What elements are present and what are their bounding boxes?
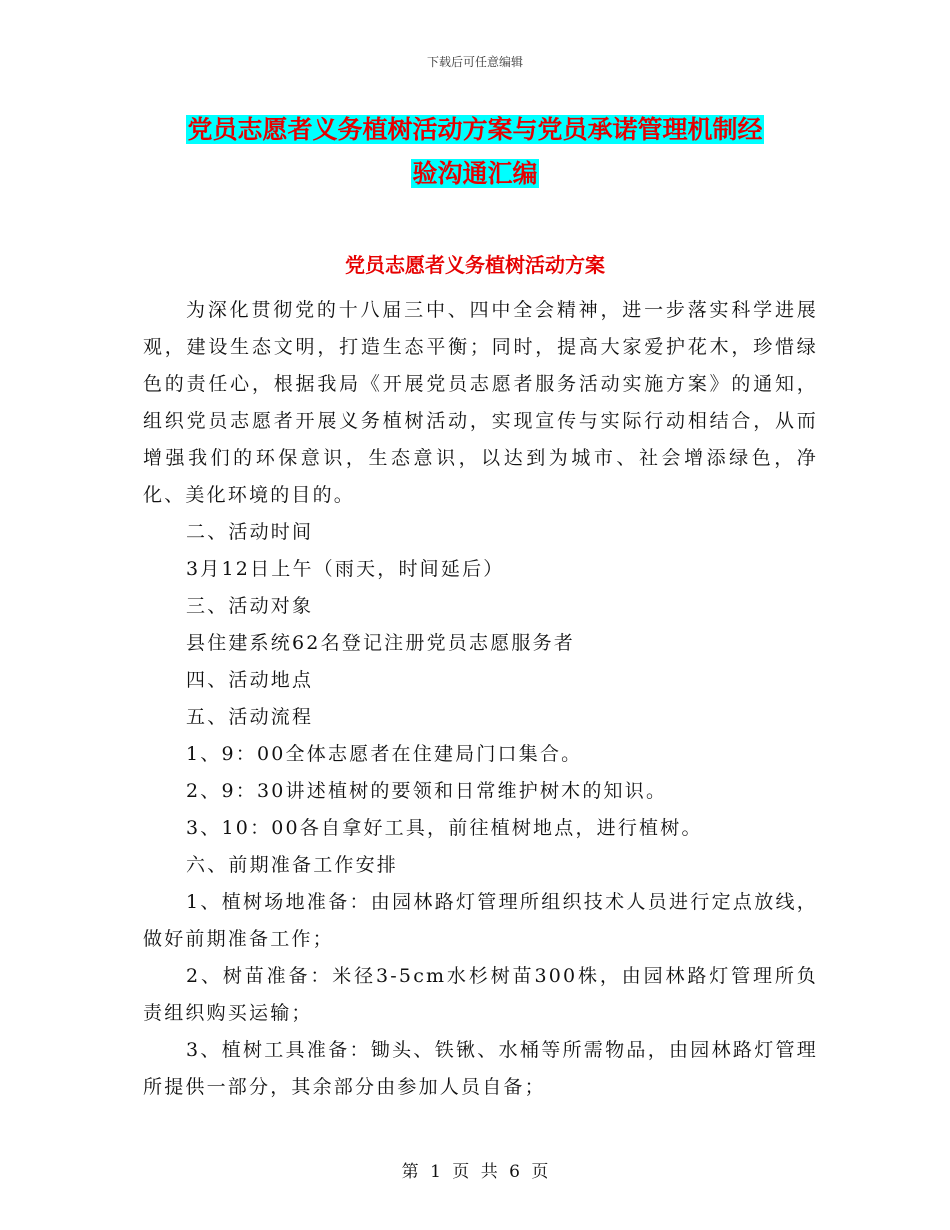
paragraph: 五、活动流程 bbox=[186, 706, 314, 728]
paragraph: 2、9：30讲述植树的要领和日常维护树木的知识。 bbox=[186, 780, 668, 802]
intro-paragraph: 为深化贯彻党的十八届三中、四中全会精神，进一步落实科学进展观，建设生态文明，打造生态平衡；同时，提高大家爱护花木，珍惜绿色的责任心，根据我局《开展党员志愿者服务活动实施方案》的通知，组织党员志愿者开展义务植树活动，实现宣传与实际行动相结合，从而增强我们的环保意识，生态意识，以达到为城市、社会增添绿色，净化、美化环境的目的。 bbox=[143, 299, 818, 506]
document-title-line-2 bbox=[0, 157, 950, 191]
paragraph: 3、10：00各自拿好工具，前往植树地点，进行植树。 bbox=[186, 817, 703, 839]
paragraph: 县住建系统62名登记注册党员志愿服务者 bbox=[186, 632, 575, 654]
paragraph: 四、活动地点 bbox=[186, 669, 314, 691]
paragraph: 2、树苗准备：米径3-5cm水杉树苗300株，由园林路灯管理所负责组织购买运输； bbox=[143, 965, 818, 1024]
paragraph: 3月12日上午（雨天，时间延后） bbox=[186, 558, 505, 580]
header-note: 下载后可任意编辑 bbox=[426, 55, 523, 69]
section-title: 党员志愿者义务植树活动方案 bbox=[345, 253, 605, 277]
paragraph: 三、活动对象 bbox=[186, 595, 314, 617]
paragraph: 1、9：00全体志愿者在住建局门口集合。 bbox=[186, 743, 583, 765]
document-title-line-1 bbox=[0, 113, 950, 147]
paragraph: 1、植树场地准备：由园林路灯管理所组织技术人员进行定点放线，做好前期准备工作； bbox=[143, 891, 818, 950]
page-footer: 第 1 页 共 6 页 bbox=[401, 1162, 549, 1182]
document-title-line-2-text: 验沟通汇编 bbox=[412, 159, 538, 188]
paragraph: 六、前期准备工作安排 bbox=[186, 854, 399, 876]
body-paragraphs bbox=[143, 514, 818, 1106]
paragraph: 3、植树工具准备：锄头、铁锹、水桶等所需物品，由园林路灯管理所提供一部分，其余部分由参加人员自备； bbox=[143, 1039, 818, 1098]
paragraph: 二、活动时间 bbox=[186, 521, 314, 543]
document-title-line-1-text: 党员志愿者义务植树活动方案与党员承诺管理机制经 bbox=[187, 115, 763, 144]
